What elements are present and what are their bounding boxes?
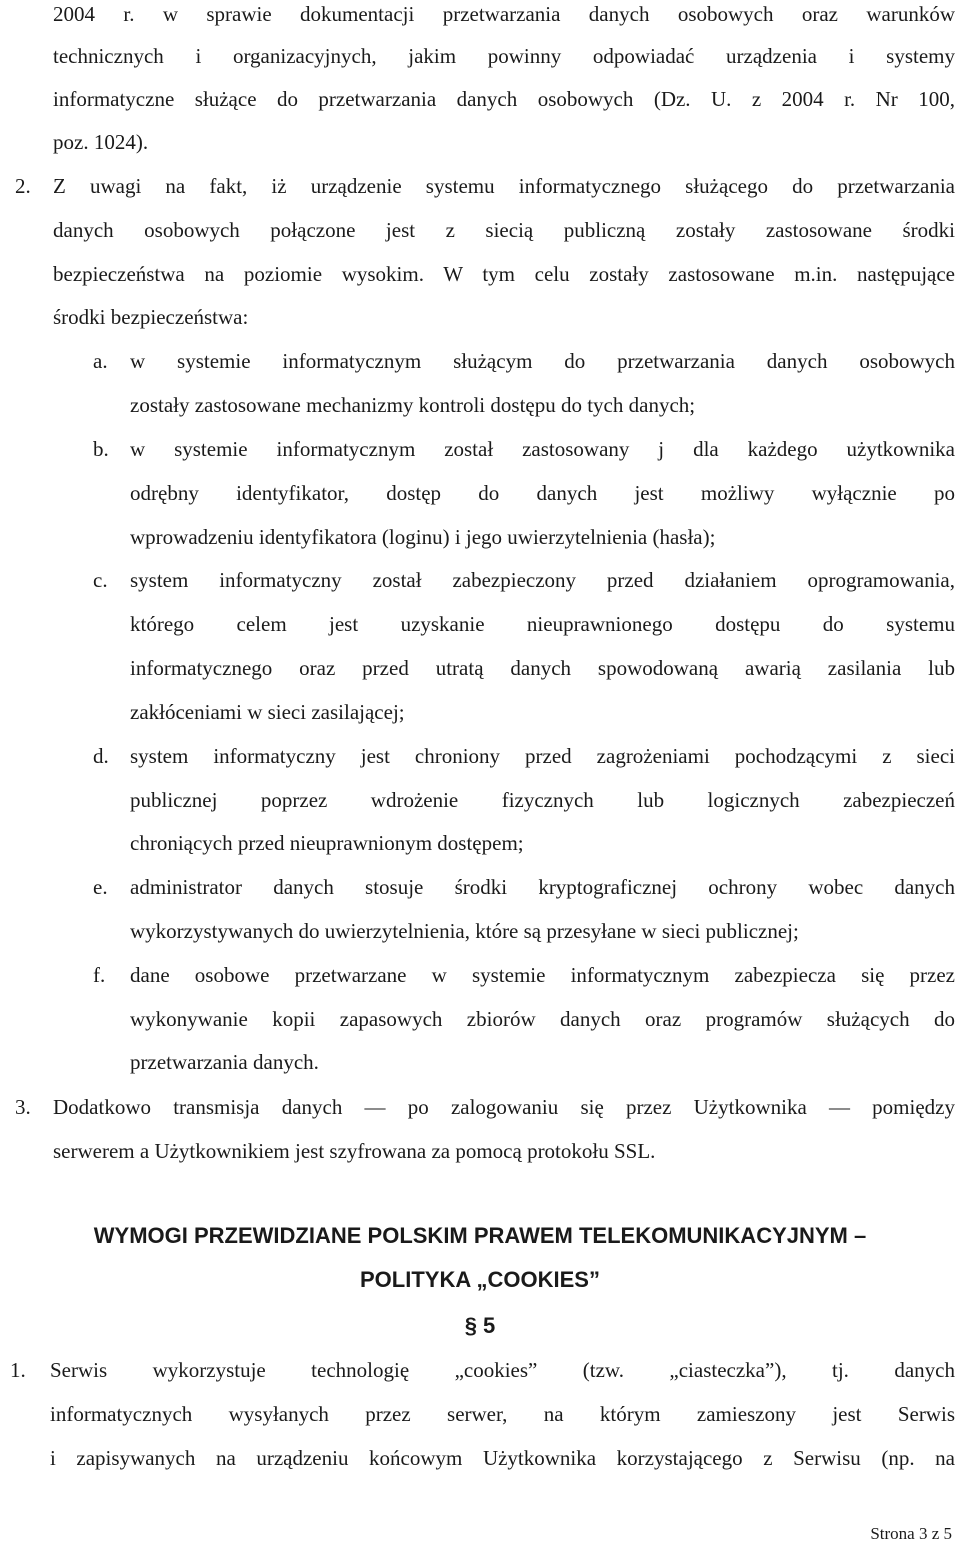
list-number: 3. [15,1095,31,1119]
sublist-marker: a. [93,349,108,373]
list-item-line: danych osobowych połączone jest z siecią publiczną zostały zastosowane środki [53,218,955,242]
paragraph-line: poz. 1024). [53,130,149,154]
sublist-item-line: publicznej poprzez wdrożenie fizycznych lub logicznych zabezpieczeń [130,788,955,812]
sublist-item-line: odrębny identyfikator, dostęp do danych jest możliwy wyłącznie po [130,481,955,505]
list-number: 1. [10,1358,26,1382]
list-item-line: Z uwagi na fakt, iż urządzenie systemu informatycznego służącego do przetwarzania [53,174,955,198]
sublist-item-line: chroniących przed nieuprawnionym dostępem; [130,831,524,855]
sublist-item-line: którego celem jest uzyskanie nieuprawnionego dostępu do systemu [130,612,955,636]
sublist-item-line: zostały zastosowane mechanizmy kontroli dostępu do tych danych; [130,393,696,417]
list-item-line: bezpieczeństwa na poziomie wysokim. W tym celu zostały zastosowane m.in. następujące [53,262,955,286]
sublist-item-line: wykonywanie kopii zapasowych zbiorów danych oraz programów służących do [130,1007,955,1031]
section-heading-subtitle: POLITYKA „COOKIES” [360,1267,600,1292]
list-item-line: Dodatkowo transmisja danych — po zalogowaniu się przez Użytkownika — pomiędzy [53,1095,955,1119]
current-page: 3 [918,1524,928,1543]
sublist-item-line: informatycznego oraz przed utratą danych spowodowaną awarią zasilania lub [130,656,955,680]
sublist-item-line: system informatyczny został zabezpieczony przed działaniem oprogramowania, [130,568,955,592]
sublist-item-line: system informatyczny jest chroniony przed zagrożeniami pochodzącymi z sieci [130,744,955,768]
page-label: Strona [870,1524,915,1543]
section-heading: WYMOGI PRZEWIDZIANE POLSKIM PRAWEM TELEKOMUNIKACYJNYM – [93,1223,867,1248]
paragraph-line: 2004 r. w sprawie dokumentacji przetwarzania danych osobowych oraz warunków [53,2,955,26]
list-item-line: serwerem a Użytkownikiem jest szyfrowana za pomocą protokołu SSL. [53,1139,656,1163]
sublist-item-line: dane osobowe przetwarzane w systemie informatycznym zabezpiecza się przez [130,963,955,987]
page-number-footer [812,1520,952,1548]
list-item-line: Serwis wykorzystuje technologię „cookies” (tzw. „ciasteczka”), tj. danych [50,1358,955,1382]
total-pages: 5 [943,1524,952,1543]
paragraph-line: informatyczne służące do przetwarzania danych osobowych (Dz. U. z 2004 r. Nr 100, [53,87,955,111]
sublist-item-line: zakłóceniami w sieci zasilającej; [130,700,405,724]
sublist-item-line: w systemie informatycznym służącym do przetwarzania danych osobowych [130,349,955,373]
sublist-marker: b. [93,437,109,461]
sublist-marker: f. [93,963,106,987]
sublist-item-line: wykorzystywanych do uwierzytelnienia, które są przesyłane w sieci publicznej; [130,919,799,943]
sublist-item-line: administrator danych stosuje środki kryptograficznej ochrony wobec danych [130,875,955,899]
sublist-marker: c. [93,568,108,592]
list-item-line: i zapisywanych na urządzeniu końcowym Użytkownika korzystającego z Serwisu (np. na [50,1446,955,1470]
sublist-item-line: wprowadzeniu identyfikatora (loginu) i jego uwierzytelnienia (hasła); [130,525,716,549]
paragraph-symbol: § 5 [464,1313,496,1338]
list-number: 2. [15,174,31,198]
sublist-marker: e. [93,875,108,899]
list-item-line: informatycznych wysyłanych przez serwer, na którym zamieszony jest Serwis [50,1402,955,1426]
page-separator: z [931,1524,940,1543]
sublist-item-line: przetwarzania danych. [130,1050,319,1074]
list-item-line: środki bezpieczeństwa: [53,305,249,329]
sublist-item-line: w systemie informatycznym został zastosowany j dla każdego użytkownika [130,437,955,461]
sublist-marker: d. [93,744,109,768]
paragraph-line: technicznych i organizacyjnych, jakim powinny odpowiadać urządzenia i systemy [53,44,955,68]
